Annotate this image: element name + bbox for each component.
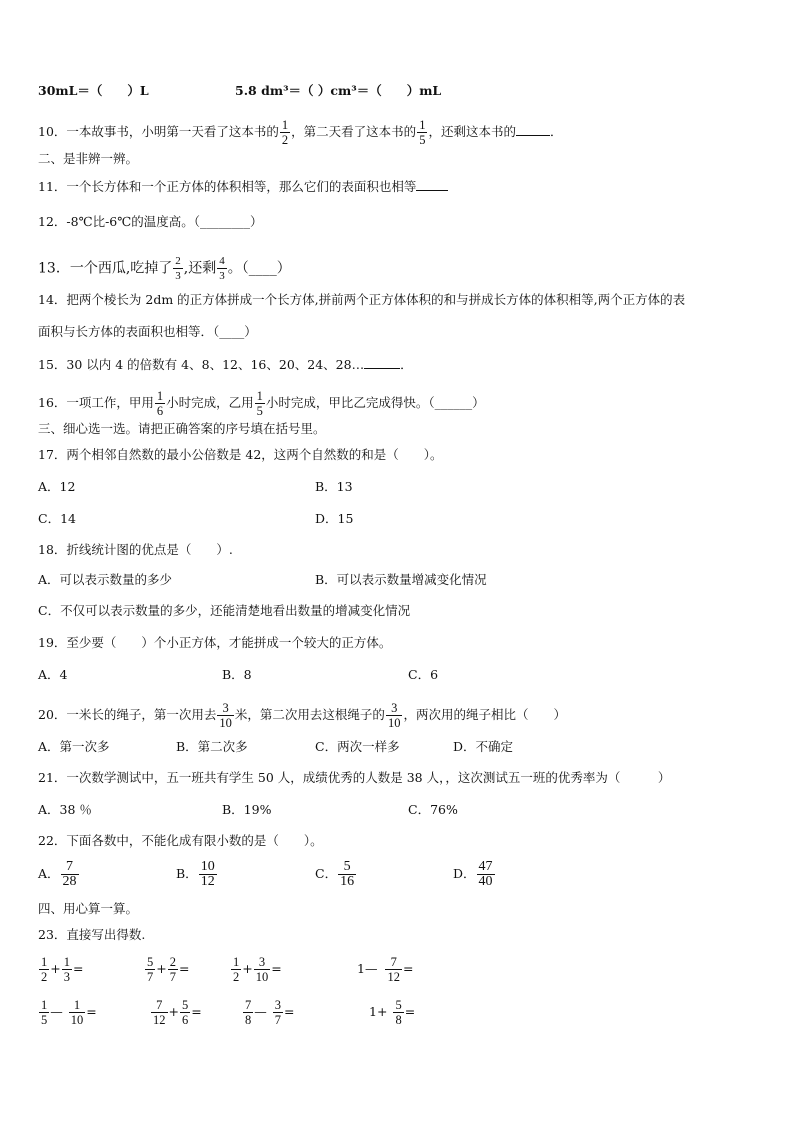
- q22-option-a[interactable]: A． $\frac{7}{28}$: [38, 859, 77, 889]
- q22-option-d[interactable]: D． $\frac{47}{40}$: [453, 859, 493, 889]
- q18-stem: 18．折线统计图的优点是（ ）.: [38, 542, 233, 557]
- q20-fraction-2: $\frac{3}{10}$: [387, 701, 401, 730]
- q10-fraction-2: $\frac{1}{5}$: [419, 118, 426, 147]
- q14-line-1: 14．把两个棱长为 2dm 的正方体拼成一个长方体,拼前两个正方体体积的和与拼成长方体的体积相等,两个正方体的表: [38, 292, 686, 307]
- q10-line: 10．一本故事书，小明第一天看了这本书的 $\frac{1}{2}$ ，第二天看了这本书的 $\frac{1}{5}$ ，还剩这本书的 ．: [38, 118, 563, 147]
- q16-fraction-1: $\frac{1}{6}$: [156, 389, 164, 418]
- q18-option-c[interactable]: C．不仅可以表示数量的多少，还能清楚地看出数量的增减变化情况: [38, 603, 411, 618]
- q19-stem: 19．至少要（ ）个小正方体，才能拼成一个较大的正方体。: [38, 635, 392, 650]
- q18-option-b[interactable]: B．可以表示数量增减变化情况: [315, 572, 487, 587]
- q22-fraction-c: $\frac{5}{16}$: [340, 859, 355, 889]
- q10-text-c: ，还剩这本书的: [428, 124, 516, 139]
- q10-text-a: 10．一本故事书，小明第一天看了这本书的: [38, 124, 279, 139]
- q22-fraction-b: $\frac{10}{12}$: [200, 859, 215, 889]
- q19-option-a[interactable]: A．4: [38, 667, 68, 682]
- q11-line: [38, 178, 448, 195]
- q16-fraction-2: $\frac{1}{5}$: [256, 389, 263, 418]
- q9-part2: 5.8 dm³＝（ ）cm³＝（ ）mL: [235, 83, 442, 98]
- q17-option-c[interactable]: C．14: [38, 511, 76, 526]
- q10-answer-blank[interactable]: [516, 123, 550, 136]
- q20-stem: 20．一米长的绳子，第一次用去 $\frac{3}{10}$ 米，第二次用去这根绳子的 $\frac{3}{10}$ ，两次用的绳子相比（ ）: [38, 701, 566, 730]
- q14-line-2: 面积与长方体的表面积也相等．（____）: [38, 324, 257, 339]
- q21-option-c[interactable]: C．76%: [408, 802, 458, 817]
- q20-fraction-1: $\frac{3}{10}$: [219, 701, 232, 730]
- q17-stem: 17．两个相邻自然数的最小公倍数是 42，这两个自然数的和是（ ）。: [38, 447, 443, 462]
- q22-stem: 22．下面各数中，不能化成有限小数的是（ ）。: [38, 833, 323, 848]
- q9-line: [38, 83, 149, 99]
- q17-option-b[interactable]: B．13: [315, 479, 353, 494]
- q17-option-a[interactable]: A．12: [38, 479, 76, 494]
- q13-line: 13．一个西瓜,吃掉了 $\frac{2}{3}$ ,还剩 $\frac{4}{3}$ 。（____）: [38, 255, 291, 282]
- q10-fraction-1: $\frac{1}{2}$: [281, 118, 289, 147]
- q23-stem: 23．直接写出得数.: [38, 927, 146, 942]
- q15-answer-blank[interactable]: [364, 356, 400, 369]
- q15-line: 15．30 以内 4 的倍数有 4、8、12、16、20、24、28… ．: [38, 357, 413, 372]
- q19-option-b[interactable]: B．8: [222, 667, 252, 682]
- q20-option-d[interactable]: D．不确定: [453, 739, 514, 754]
- q23-item: $\frac{7}{12}$ + $\frac{5}{6}$ =: [153, 998, 202, 1027]
- q23-item: $\frac{1}{2}$ + $\frac{3}{10}$ =: [233, 955, 282, 984]
- q23-item: $\frac{1}{2}$ + $\frac{1}{3}$ =: [41, 955, 84, 984]
- q11-text: 11．一个长方体和一个正方体的体积相等，那么它们的表面积也相等: [38, 179, 417, 194]
- q23-item: $\frac{7}{8}$ — $\frac{3}{7}$ =: [245, 998, 295, 1027]
- q20-option-a[interactable]: A．第一次多: [38, 739, 110, 754]
- q22-option-b[interactable]: B． $\frac{10}{12}$: [176, 859, 215, 889]
- q18-option-a[interactable]: A．可以表示数量的多少: [38, 572, 173, 587]
- q16-line: 16．一项工作，甲用 $\frac{1}{6}$ 小时完成，乙用 $\frac{1}{5}$ 小时完成，甲比乙完成得快。（______）: [38, 389, 485, 418]
- q10-text-b: ，第二天看了这本书的: [291, 124, 417, 139]
- q23-item: 1— $\frac{7}{12}$ =: [357, 955, 414, 984]
- q22-fraction-a: $\frac{7}{28}$: [62, 859, 77, 889]
- q21-stem: 21．一次数学测试中，五一班共有学生 50 人，成绩优秀的人数是 38 人，，这次测试五一班的优秀率为（ ）: [38, 770, 671, 785]
- q21-option-b[interactable]: B．19%: [222, 802, 272, 817]
- section-2-heading: 二、是非辨一辨。: [38, 151, 139, 166]
- section-4-heading: 四、用心算一算。: [38, 901, 139, 916]
- q9-part1: 30mL＝（ ）L: [38, 83, 149, 98]
- q21-option-a[interactable]: A．38 ％: [38, 802, 92, 817]
- q23-item: $\frac{1}{5}$ — $\frac{1}{10}$ =: [41, 998, 97, 1027]
- q19-option-c[interactable]: C．6: [408, 667, 439, 682]
- q20-option-b[interactable]: B．第二次多: [176, 739, 248, 754]
- section-3-heading: 三、细心选一选。请把正确答案的序号填在括号里。: [38, 421, 326, 436]
- q13-fraction-1: $\frac{2}{3}$: [175, 255, 181, 282]
- q20-option-c[interactable]: C．两次一样多: [315, 739, 400, 754]
- q12-line: 12．-8℃比-6℃的温度高。（________）: [38, 214, 263, 229]
- q23-item: 1+ $\frac{5}{8}$ =: [369, 998, 416, 1027]
- q22-fraction-d: $\frac{47}{40}$: [478, 859, 493, 889]
- q13-fraction-2: $\frac{4}{3}$: [219, 255, 225, 282]
- q17-option-d[interactable]: D．15: [315, 511, 354, 526]
- q22-option-c[interactable]: C． $\frac{5}{16}$: [315, 859, 355, 889]
- q23-item: $\frac{5}{7}$ + $\frac{2}{7}$ =: [147, 955, 190, 984]
- q11-answer-blank[interactable]: [416, 178, 448, 191]
